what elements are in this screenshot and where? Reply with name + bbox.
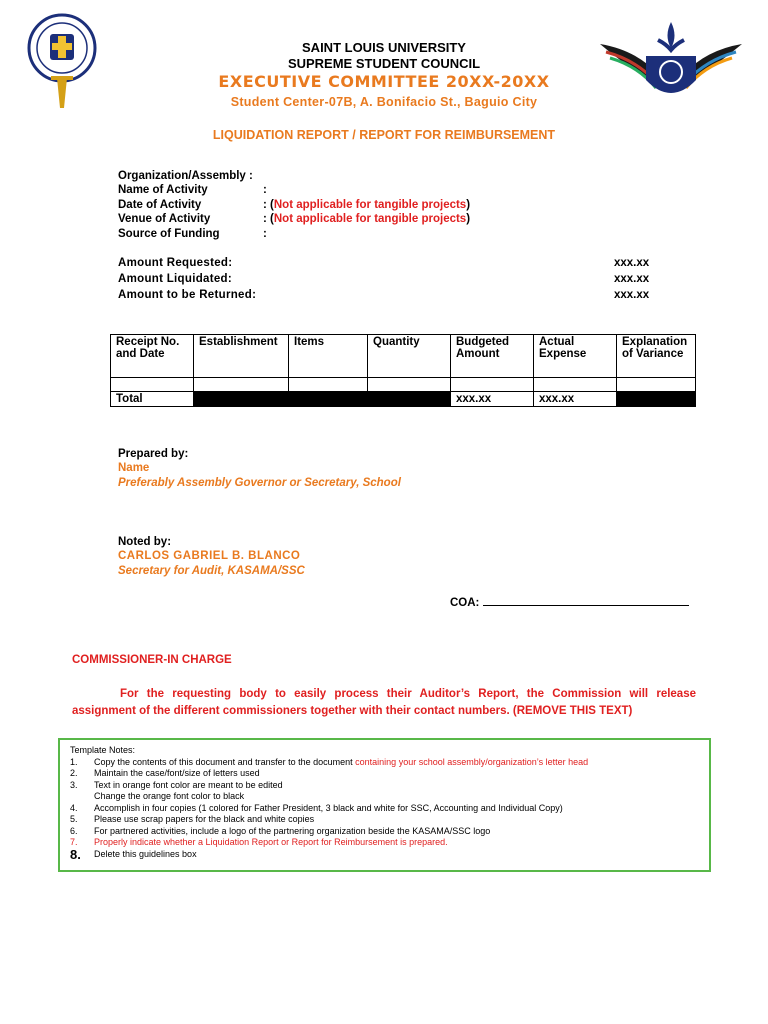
info-row-funding-source [118, 228, 267, 240]
table-row [111, 378, 696, 392]
note-item: 6. For partnered activities, include a logo of the partnering organization beside the KASAMA/SSC logo [70, 825, 491, 836]
blacked-cell [368, 392, 451, 407]
noted-by-name: CARLOS GABRIEL B. BLANCO [118, 550, 301, 562]
commissioner-heading: COMMISSIONER-IN CHARGE [72, 654, 232, 666]
council-name: SUPREME STUDENT COUNCIL [287, 56, 481, 71]
column-header: Actual Expense [534, 335, 617, 378]
committee-title: EXECUTIVE COMMITTEE 20XX-20XX [218, 72, 550, 91]
column-header: Budgeted Amount [451, 335, 534, 378]
table-total-row [111, 392, 696, 407]
blacked-cell [194, 392, 289, 407]
commissioner-text [72, 686, 696, 720]
note-item: 2. Maintain the case/font/size of letters used [70, 768, 260, 778]
column-header: Receipt No. and Date [111, 335, 194, 378]
table-cell [194, 378, 289, 392]
actual-total: xxx.xx [534, 392, 617, 407]
table-cell [451, 378, 534, 392]
amount-liquidated-label: Amount Liquidated: [118, 273, 232, 285]
blacked-cell [617, 392, 696, 407]
info-label: Venue of Activity [118, 213, 211, 225]
info-colon: : [263, 213, 267, 225]
info-value: ( [266, 199, 274, 211]
table-header-row [111, 335, 696, 378]
total-label: Total [111, 392, 194, 407]
notes-title: Template Notes: [70, 745, 136, 755]
info-row-activity-name [118, 184, 267, 196]
info-label: Name of Activity [118, 184, 208, 196]
template-notes-box [58, 738, 711, 872]
receipt-table [110, 334, 696, 407]
info-tail: ) [466, 199, 471, 211]
commissioner-text-body: For the requesting body to easily process their Auditor’s Report, the Commission will release assignment of the different commissioners together with their contact numbers. (REMOVE THIS TEXT) [72, 688, 696, 717]
note-item: Change the orange font color to black [94, 791, 245, 801]
blacked-cell [289, 392, 368, 407]
note-item: 1. Copy the contents of this document and transfer to the document containing your school assembly/organization’s letter head [70, 756, 589, 767]
table-cell [111, 378, 194, 392]
university-name: SAINT LOUIS UNIVERSITY [302, 40, 466, 55]
budgeted-total: xxx.xx [451, 392, 534, 407]
column-header: Establishment [194, 335, 289, 378]
info-row-activity-venue [118, 213, 538, 225]
prepared-by-label: Prepared by: [118, 448, 189, 460]
note-item: 7. Properly indicate whether a Liquidation Report or Report for Reimbursement is prepared. [70, 837, 448, 847]
info-tail: ) [466, 213, 471, 225]
address: Student Center-07B, A. Bonifacio St., Baguio City [230, 95, 538, 109]
info-note: Not applicable for tangible projects [273, 199, 467, 211]
table-cell [368, 378, 451, 392]
amount-requested-value: xxx.xx [614, 257, 650, 269]
column-header: Items [289, 335, 368, 378]
coa-label: COA: [450, 597, 480, 609]
table-cell [534, 378, 617, 392]
column-header: Explanation of Variance [617, 335, 696, 378]
amount-returned-label: Amount to be Returned: [118, 289, 257, 301]
column-header: Quantity [368, 335, 451, 378]
prepared-by-role: Preferably Assembly Governor or Secretary, School [118, 477, 401, 489]
info-label: Organization/Assembly : [118, 170, 253, 182]
amount-liquidated-value: xxx.xx [614, 273, 650, 285]
table-cell [617, 378, 696, 392]
info-row-organization [118, 170, 253, 182]
document-title: LIQUIDATION REPORT / REPORT FOR REIMBURSEMENT [212, 128, 556, 142]
info-note: Not applicable for tangible projects [273, 213, 467, 225]
info-colon: : [263, 199, 267, 211]
table-cell [289, 378, 368, 392]
prepared-by-name: Name [118, 462, 150, 474]
note-item: 5. Please use scrap papers for the black and white copies [70, 814, 315, 824]
info-row-activity-date [118, 199, 538, 211]
noted-by-role: Secretary for Audit, KASAMA/SSC [118, 565, 305, 577]
noted-by-label: Noted by: [118, 536, 172, 548]
amount-returned-value: xxx.xx [614, 289, 650, 301]
info-label: Source of Funding [118, 228, 220, 240]
info-value: ( [266, 213, 274, 225]
signature-line [483, 595, 689, 606]
coa-signature [450, 595, 689, 609]
note-item: 3. Text in orange font color are meant to be edited [70, 779, 283, 790]
info-label: Date of Activity [118, 199, 202, 211]
info-colon: : [263, 228, 267, 240]
note-item: 8. Delete this guidelines box [70, 846, 197, 862]
info-colon: : [263, 184, 267, 196]
note-item: 4. Accomplish in four copies (1 colored for Father President, 3 black and white for SSC, Accounting and Individual Copy) [70, 802, 563, 813]
amount-requested-label: Amount Requested: [118, 257, 233, 269]
